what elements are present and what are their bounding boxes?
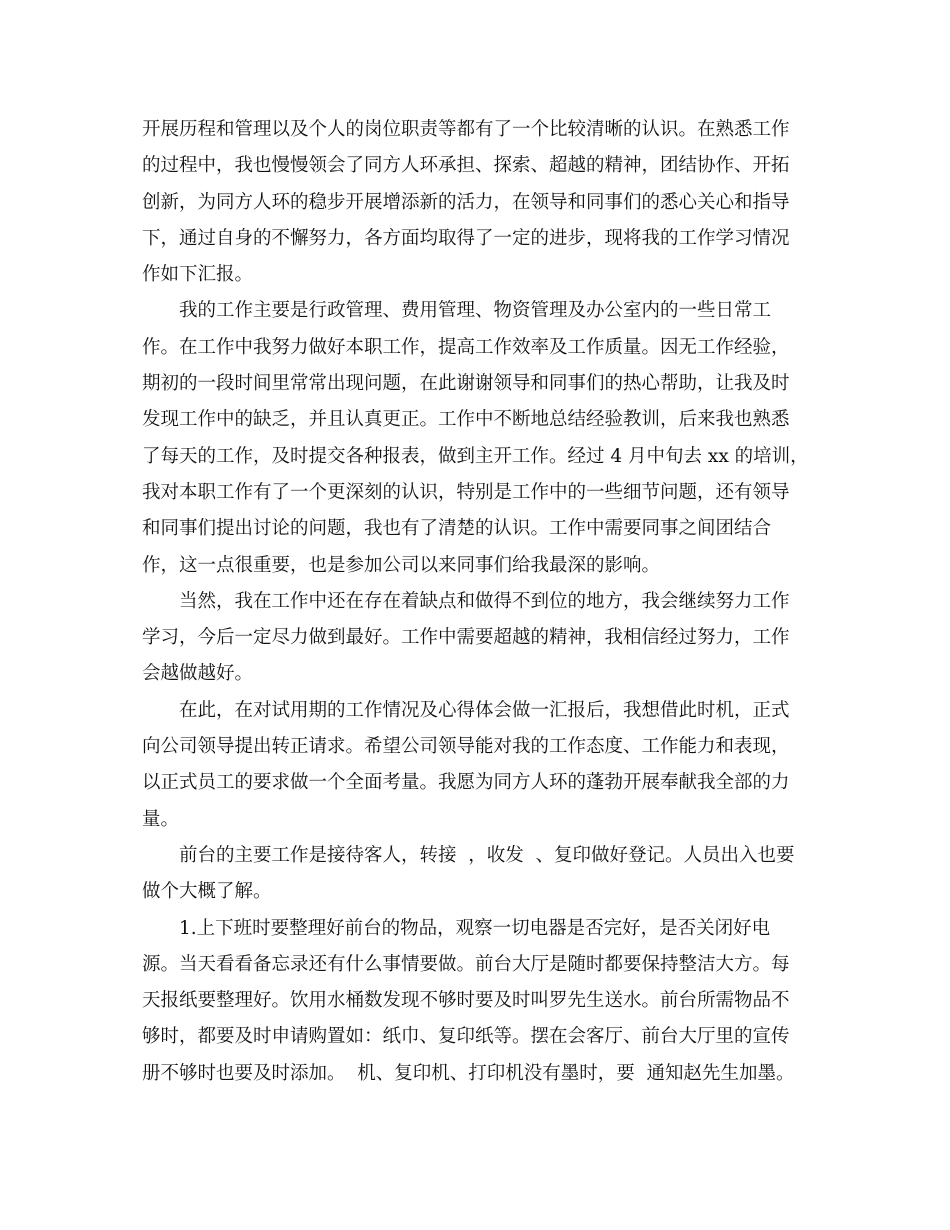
text-line: 前台的主要工作是接待客人，转接 ，收发 、复印做好登记。人员出入也要	[179, 844, 795, 866]
text-line: 向公司领导提出转正请求。希望公司领导能对我的工作态度、工作能力和表现，	[142, 736, 790, 758]
text-line: 期初的一段时间里常常出现问题，在此谢谢领导和同事们的热心帮助，让我及时	[142, 373, 790, 395]
text-line: 当然，我在工作中还在存在着缺点和做得不到位的地方，我会继续努力工作	[179, 590, 790, 612]
text-line: 天报纸要整理好。饮用水桶数发现不够时要及时叫罗先生送水。前台所需物品不	[142, 990, 790, 1012]
text-line: 在此，在对试用期的工作情况及心得体会做一汇报后，我想借此时机，正式	[179, 699, 790, 721]
text-line: 创新，为同方人环的稳步开展增添新的活力，在领导和同事们的悉心关心和指导	[142, 191, 790, 213]
text-line: 作如下汇报。	[142, 264, 254, 286]
text-line: 我对本职工作有了一个更深刻的认识，特别是工作中的一些细节问题，还有领导	[142, 481, 790, 503]
text-line: 开展历程和管理以及个人的岗位职责等都有了一个比较清晰的认识。在熟悉工作	[142, 119, 790, 140]
text-line: 作，这一点很重要，也是参加公司以来同事们给我最深的影响。	[142, 554, 661, 576]
paragraph-2	[142, 293, 810, 583]
paragraph-6	[142, 911, 810, 1092]
document-body	[142, 112, 810, 1092]
text-line: 的过程中，我也慢慢领会了同方人环承担、探索、超越的精神，团结协作、开拓	[142, 155, 790, 177]
paragraph-1	[142, 112, 810, 293]
paragraph-5	[142, 838, 810, 911]
text-line: 够时，都要及时申请购置如：纸巾、复印纸等。摆在会客厅、前台大厅里的宣传	[142, 1026, 790, 1048]
text-line: 我的工作主要是行政管理、费用管理、物资管理及办公室内的一些日常工	[179, 300, 772, 322]
text-line: 做个大概了解。	[142, 881, 272, 903]
paragraph-4	[142, 693, 810, 838]
text-line: 会越做越好。	[142, 663, 254, 685]
paragraph-3	[142, 584, 810, 693]
text-line: 和同事们提出讨论的问题，我也有了清楚的认识。工作中需要同事之间团结合	[142, 518, 772, 540]
text-line: 发现工作中的缺乏，并且认真更正。工作中不断地总结经验教训，后来我也熟悉	[142, 409, 790, 431]
text-line: 册不够时也要及时添加。 机、复印机、打印机没有墨时，要 通知赵先生加墨。	[142, 1062, 795, 1084]
text-line: 以正式员工的要求做一个全面考量。我愿为同方人环的蓬勃开展奉献我全部的力	[142, 772, 790, 794]
text-line: 量。	[142, 808, 180, 830]
text-line: 学习，今后一定尽力做到最好。工作中需要超越的精神，我相信经过努力，工作	[142, 627, 790, 649]
text-line: 了每天的工作，及时提交各种报表，做到主开工作。经过 4 月中旬去 xx 的培训，	[142, 445, 809, 467]
text-line: 下，通过自身的不懈努力，各方面均取得了一定的进步，现将我的工作学习情况	[142, 227, 790, 249]
text-line: 源。当天看看备忘录还有什么事情要做。前台大厅是随时都要保持整洁大方。每	[142, 953, 790, 975]
text-line: 1.上下班时要整理好前台的物品，观察一切电器是否完好，是否关闭好电	[179, 917, 771, 939]
text-line: 作。在工作中我努力做好本职工作，提高工作效率及工作质量。因无工作经验，	[142, 336, 790, 358]
